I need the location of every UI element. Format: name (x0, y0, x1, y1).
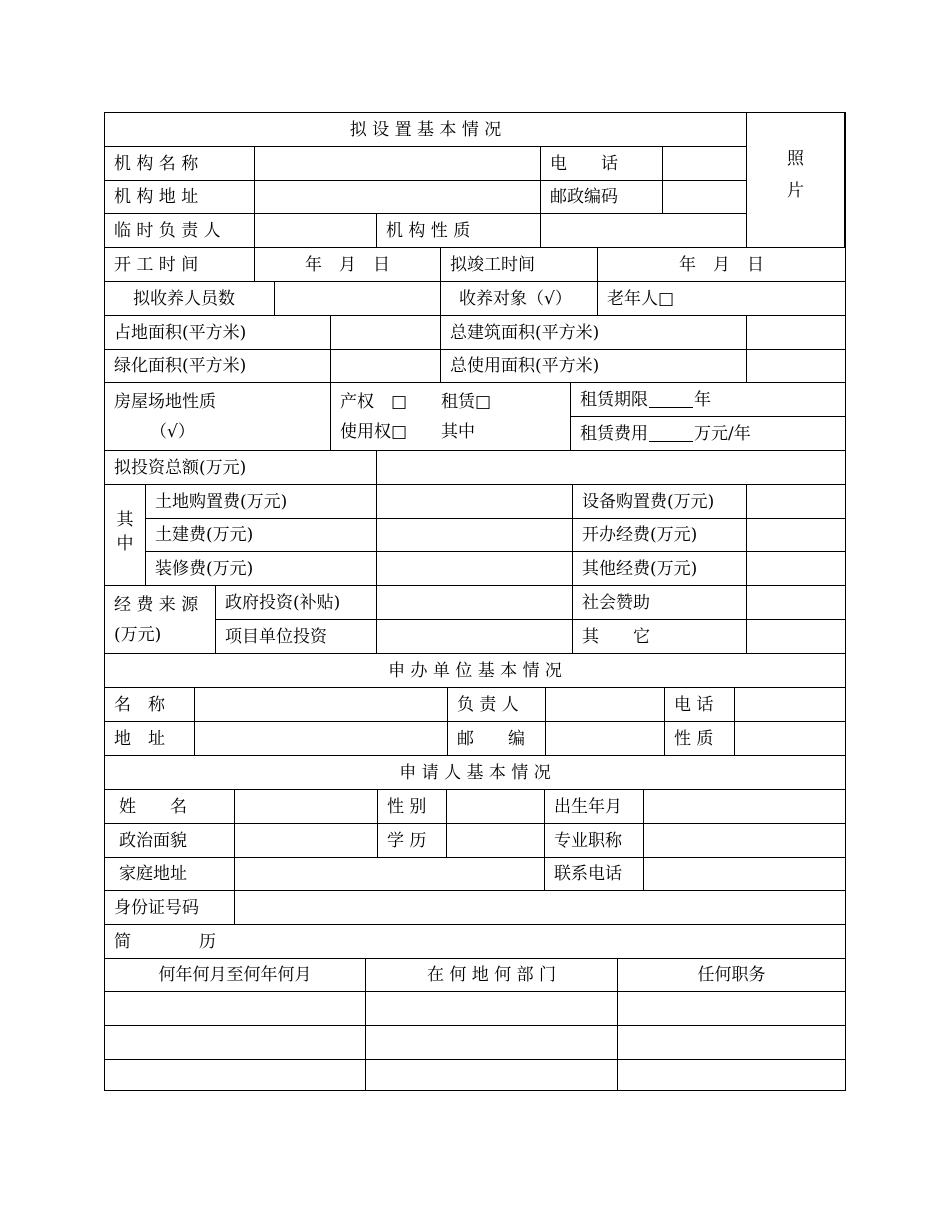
section-title-applicant: 申 请 人 基 本 情 况 (105, 756, 845, 790)
photo-label: 照 片 (787, 149, 804, 201)
id-field[interactable] (235, 891, 845, 925)
use-area-field[interactable] (747, 350, 845, 383)
among-text: 其 中 (116, 510, 134, 554)
postcode-label: 邮政编码 (541, 181, 663, 214)
political-field[interactable] (235, 824, 378, 858)
resume-row-3-post[interactable] (618, 1060, 845, 1090)
build-fee-field[interactable] (377, 519, 573, 552)
finish-date-field[interactable]: 年 月 日 (598, 248, 845, 282)
house-nature-options[interactable] (331, 383, 571, 451)
org-nature-label: 机 构 性 质 (377, 214, 541, 248)
capacity-field[interactable] (275, 282, 441, 316)
org-name-field[interactable] (255, 147, 541, 181)
startup-fee-field[interactable] (747, 519, 845, 552)
lease-fee-suffix: 万元/年 (694, 423, 751, 444)
gender-field[interactable] (447, 790, 545, 824)
lease-fee-prefix: 租赁费用 (580, 423, 648, 444)
other-source-field[interactable] (747, 620, 845, 654)
fund-source-text: 经 费 来 源 (万元) (114, 594, 199, 645)
org-addr-field[interactable] (255, 181, 541, 214)
political-label: 政治面貌 (105, 824, 235, 858)
sponsor-name-field[interactable] (195, 688, 448, 722)
sponsor-phone-label: 电 话 (665, 688, 735, 722)
lease-fee-blank[interactable] (649, 425, 693, 442)
gender-label: 性 别 (378, 790, 447, 824)
org-name-label: 机 构 名 称 (105, 147, 255, 181)
prof-title-label: 专业职称 (545, 824, 644, 858)
lease-term-suffix: 年 (694, 389, 711, 410)
land-fee-label: 土地购置费(万元) (146, 485, 377, 519)
lease-fee-field[interactable] (571, 417, 845, 451)
land-fee-field[interactable] (377, 485, 573, 519)
photo-box[interactable] (747, 113, 845, 248)
temp-head-field[interactable] (255, 214, 377, 248)
build-fee-label: 土建费(万元) (146, 519, 377, 552)
temp-head-label: 临 时 负 责 人 (105, 214, 255, 248)
org-addr-label: 机 构 地 址 (105, 181, 255, 214)
resume-row-1-dept[interactable] (366, 992, 618, 1026)
edu-label: 学 历 (378, 824, 447, 858)
start-date-field[interactable]: 年 月 日 (255, 248, 441, 282)
use-right-option[interactable]: 使用权□ 其中 (340, 421, 476, 442)
among-label (105, 485, 146, 586)
sponsor-phone-field[interactable] (735, 688, 845, 722)
sponsor-nature-label: 性 质 (665, 722, 735, 756)
sponsor-head-label: 负 责 人 (448, 688, 546, 722)
resume-row-2-post[interactable] (618, 1026, 845, 1060)
home-addr-label: 家庭地址 (105, 858, 235, 891)
gov-invest-label: 政府投资(补贴) (216, 586, 377, 620)
org-phone-label: 电 话 (541, 147, 663, 181)
other-source-label: 其 它 (573, 620, 747, 654)
resume-row-1-period[interactable] (105, 992, 366, 1026)
sponsor-addr-label: 地 址 (105, 722, 195, 756)
gov-invest-field[interactable] (377, 586, 573, 620)
org-phone-field[interactable] (663, 147, 747, 181)
lease-term-blank[interactable] (649, 391, 693, 408)
capacity-label: 拟收养人员数 (105, 282, 275, 316)
col-dept-header: 在 何 地 何 部 门 (366, 959, 618, 992)
birth-field[interactable] (644, 790, 845, 824)
resume-row-3-period[interactable] (105, 1060, 366, 1090)
applicant-name-field[interactable] (235, 790, 378, 824)
target-label: 收养对象（√） (441, 282, 598, 316)
resume-row-2-dept[interactable] (366, 1026, 618, 1060)
contact-field[interactable] (644, 858, 845, 891)
equip-fee-field[interactable] (747, 485, 845, 519)
house-nature-label (105, 383, 331, 451)
resume-row-3-dept[interactable] (366, 1060, 618, 1090)
target-option-elderly[interactable]: 老年人□ (598, 282, 845, 316)
proj-invest-field[interactable] (377, 620, 573, 654)
land-area-label: 占地面积(平方米) (105, 316, 331, 350)
section-title-planned: 拟 设 置 基 本 情 况 (105, 113, 747, 147)
other-fee-label: 其他经费(万元) (573, 552, 747, 586)
sponsor-post-field[interactable] (546, 722, 665, 756)
startup-fee-label: 开办经费(万元) (573, 519, 747, 552)
build-area-label: 总建筑面积(平方米) (441, 316, 747, 350)
applicant-name-label: 姓 名 (105, 790, 235, 824)
postcode-field[interactable] (663, 181, 747, 214)
resume-label: 简 历 (105, 925, 845, 959)
birth-label: 出生年月 (545, 790, 644, 824)
contact-label: 联系电话 (545, 858, 644, 891)
decor-fee-field[interactable] (377, 552, 573, 586)
lease-term-field[interactable] (571, 383, 845, 417)
org-nature-field[interactable] (541, 214, 747, 248)
equip-fee-label: 设备购置费(万元) (573, 485, 747, 519)
green-area-field[interactable] (331, 350, 441, 383)
fund-source-label (105, 586, 216, 654)
resume-row-2-period[interactable] (105, 1026, 366, 1060)
finish-label: 拟竣工时间 (441, 248, 598, 282)
donation-field[interactable] (747, 586, 845, 620)
id-label: 身份证号码 (105, 891, 235, 925)
invest-total-label: 拟投资总额(万元) (105, 451, 377, 485)
decor-fee-label: 装修费(万元) (146, 552, 377, 586)
property-lease-option[interactable]: 产权 □ 租赁□ (340, 391, 492, 412)
donation-label: 社会赞助 (573, 586, 747, 620)
sponsor-name-label: 名 称 (105, 688, 195, 722)
build-area-field[interactable] (747, 316, 845, 350)
sponsor-post-label: 邮 编 (448, 722, 546, 756)
other-fee-field[interactable] (747, 552, 845, 586)
col-post-header: 任何职务 (618, 959, 845, 992)
sponsor-addr-field[interactable] (195, 722, 448, 756)
land-area-field[interactable] (331, 316, 441, 350)
green-area-label: 绿化面积(平方米) (105, 350, 331, 383)
sponsor-head-field[interactable] (546, 688, 665, 722)
house-nature-mark: （√） (150, 421, 195, 442)
invest-total-field[interactable] (377, 451, 845, 485)
col-period-header: 何年何月至何年何月 (105, 959, 366, 992)
house-nature-text: 房屋场地性质 (114, 391, 216, 412)
proj-invest-label: 项目单位投资 (216, 620, 377, 654)
resume-row-1-post[interactable] (618, 992, 845, 1026)
section-title-sponsor: 申 办 单 位 基 本 情 况 (105, 654, 845, 688)
use-area-label: 总使用面积(平方米) (441, 350, 747, 383)
prof-title-field[interactable] (644, 824, 845, 858)
lease-term-prefix: 租赁期限 (580, 389, 648, 410)
home-addr-field[interactable] (235, 858, 545, 891)
application-form (104, 112, 846, 1091)
edu-field[interactable] (447, 824, 545, 858)
sponsor-nature-field[interactable] (735, 722, 845, 756)
start-label: 开 工 时 间 (105, 248, 255, 282)
